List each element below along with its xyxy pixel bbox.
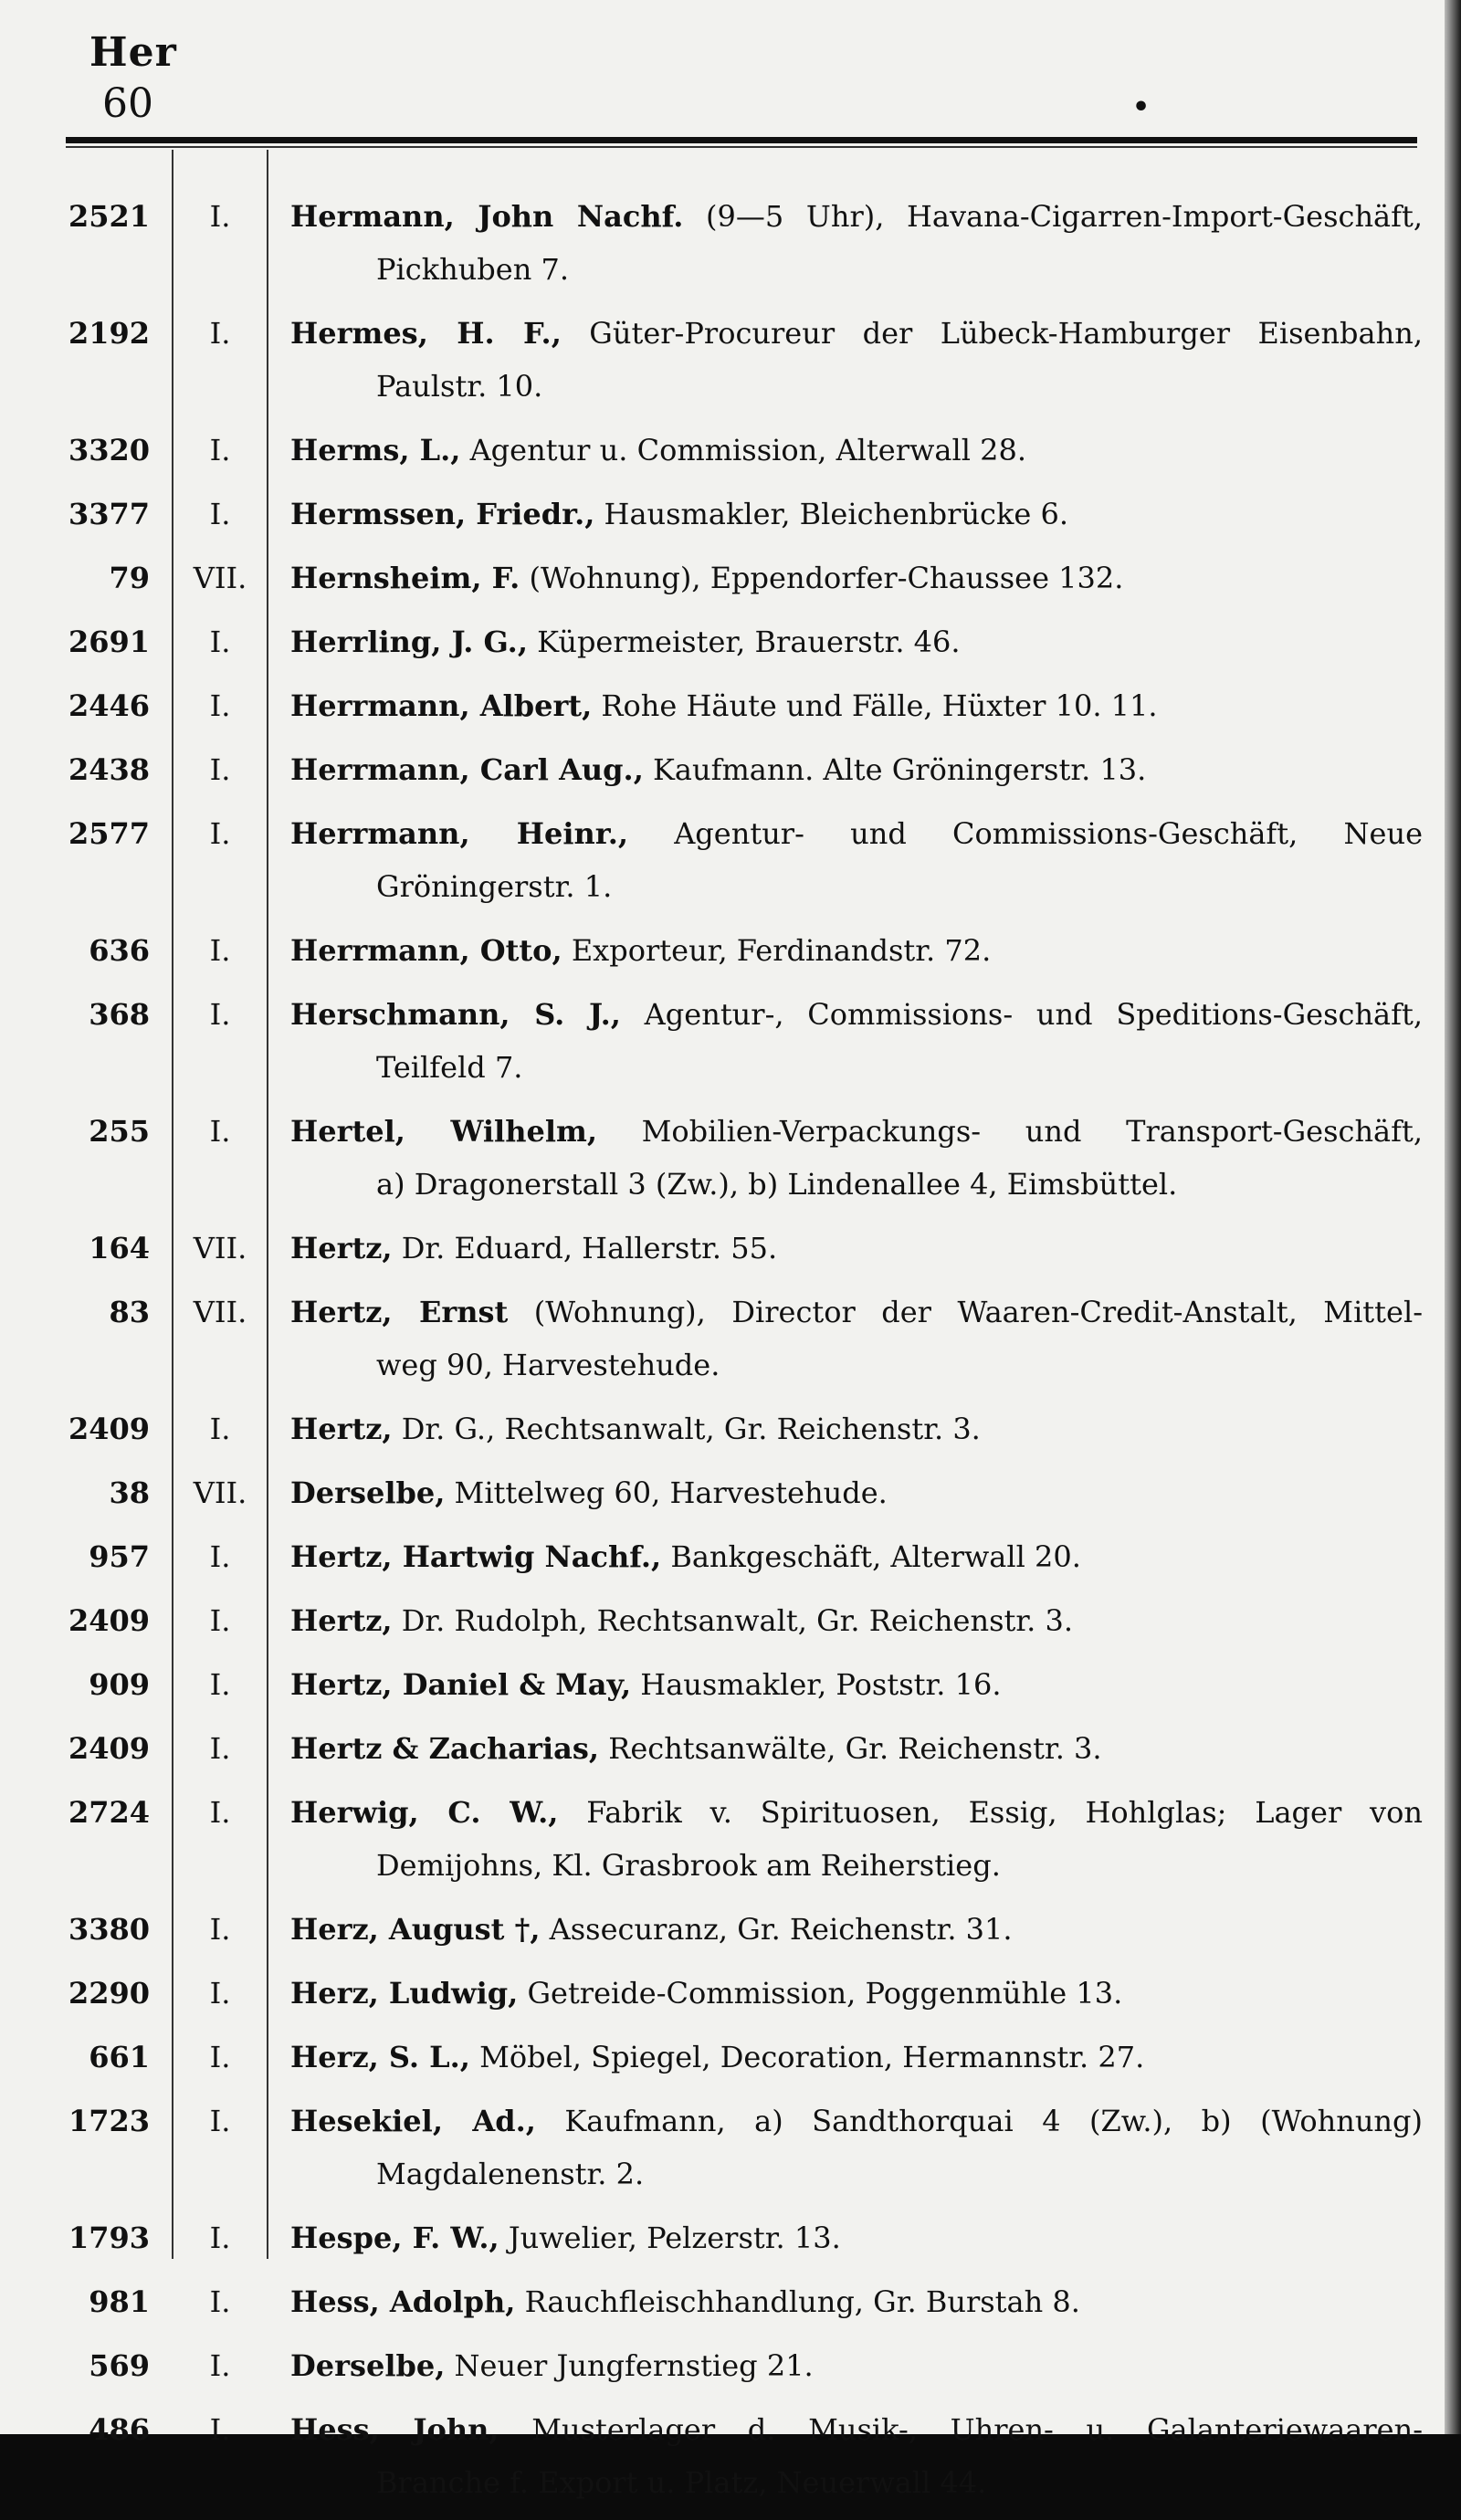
entry-number: 2438	[68, 752, 150, 787]
entry-text	[290, 2031, 1423, 2084]
entry-continuation: Gröningerstr. 1.	[376, 869, 613, 904]
directory-entry	[0, 1786, 1445, 1892]
entry-first-line	[0, 1722, 1445, 1775]
entry-number: 2409	[68, 1603, 150, 1638]
entry-name: Hertz,	[290, 1603, 393, 1638]
entry-first-line	[0, 1105, 1445, 1158]
directory-entry	[0, 807, 1445, 913]
entry-number: 1793	[68, 2221, 150, 2255]
entry-name: Herrmann, Heinr.,	[290, 816, 628, 851]
entry-text	[290, 1722, 1423, 1775]
entry-text	[290, 1967, 1423, 2020]
entry-details: Getreide-Commission, Poggenmühle 13.	[518, 1976, 1123, 2011]
entry-name: Herschmann, S. J.,	[290, 997, 621, 1032]
entry-name: Hertz, Hartwig Nachf.,	[290, 1539, 662, 1574]
entry-text	[290, 988, 1423, 1041]
entry-details: Kaufmann. Alte Gröningerstr. 13.	[643, 752, 1147, 787]
entry-name: Herms, L.,	[290, 433, 461, 467]
entry-continuation-line	[0, 360, 1445, 413]
entry-text	[290, 743, 1423, 796]
entry-number: 1723	[68, 2104, 150, 2138]
directory-entry	[0, 2095, 1445, 2200]
entry-continuation: Magdalenenstr. 2.	[376, 2157, 645, 2191]
entry-first-line	[0, 2031, 1445, 2084]
entry-number: 2290	[68, 1976, 150, 2011]
directory-entry	[0, 1286, 1445, 1391]
entry-number: 569	[89, 2348, 150, 2383]
entry-continuation: weg 90, Harvestehude.	[376, 1348, 720, 1382]
entry-district: VII.	[193, 1475, 247, 1510]
directory-entry	[0, 488, 1445, 541]
entry-text	[290, 488, 1423, 541]
entry-district: I.	[209, 933, 231, 968]
directory-entry	[0, 1222, 1445, 1275]
entry-district: I.	[209, 1603, 231, 1638]
entry-name: Herz, S. L.,	[290, 2040, 470, 2074]
entry-text	[290, 2095, 1423, 2147]
entry-first-line	[0, 1967, 1445, 2020]
directory-entry	[0, 1594, 1445, 1647]
entry-first-line	[0, 615, 1445, 668]
entry-name: Hernsheim, F.	[290, 561, 520, 595]
entry-first-line	[0, 2339, 1445, 2392]
entry-number: 981	[89, 2284, 150, 2319]
entry-text	[290, 190, 1423, 243]
entry-number: 486	[89, 2412, 150, 2447]
entry-number: 255	[89, 1114, 150, 1149]
entry-number: 3380	[68, 1912, 150, 1947]
entry-name: Hertz, Daniel & May,	[290, 1667, 632, 1702]
directory-entry	[0, 1105, 1445, 1211]
entry-district: I.	[209, 316, 231, 351]
entry-text	[290, 1530, 1423, 1583]
entry-first-line	[0, 924, 1445, 977]
entry-first-line	[0, 1530, 1445, 1583]
entry-text	[290, 1594, 1423, 1647]
entry-first-line	[0, 988, 1445, 1041]
entry-name: Hespe, F. W.,	[290, 2221, 499, 2255]
entry-details: Möbel, Spiegel, Decoration, Hermannstr. 27.	[469, 2040, 1145, 2074]
running-head-abbreviation: Her	[89, 29, 177, 76]
entry-details: Fabrik v. Spirituosen, Essig, Hohlglas; Lager von	[558, 1795, 1424, 1830]
entry-text	[290, 1286, 1423, 1339]
entry-name: Hess, Adolph,	[290, 2284, 516, 2319]
entry-number: 909	[89, 1667, 150, 1702]
entry-details: Rechtsanwälte, Gr. Reichenstr. 3.	[599, 1731, 1102, 1766]
entry-district: I.	[209, 2284, 231, 2319]
page-edge-shadow	[1445, 0, 1461, 2434]
entry-number: 2724	[68, 1795, 150, 1830]
directory-entry	[0, 1722, 1445, 1775]
entry-first-line	[0, 807, 1445, 860]
entry-district: I.	[209, 1667, 231, 1702]
directory-entry	[0, 1530, 1445, 1583]
entry-number: 2409	[68, 1731, 150, 1766]
entry-number: 38	[109, 1475, 150, 1510]
entry-continuation-line	[0, 243, 1445, 296]
entry-name: Hermssen, Friedr.,	[290, 497, 595, 531]
directory-entry	[0, 2211, 1445, 2264]
entry-name: Hertz, Ernst	[290, 1295, 509, 1329]
entry-number: 2521	[68, 199, 150, 234]
entry-details: Assecuranz, Gr. Reichenstr. 31.	[540, 1912, 1013, 1947]
entry-text	[290, 1466, 1423, 1519]
entry-text	[290, 679, 1423, 732]
entry-district: VII.	[193, 1231, 247, 1265]
entry-first-line	[0, 1466, 1445, 1519]
directory-entry	[0, 615, 1445, 668]
entry-text	[290, 2339, 1423, 2392]
entry-name: Herwig, C. W.,	[290, 1795, 559, 1830]
entry-name: Herrmann, Otto,	[290, 933, 562, 968]
entry-details: Rauchfleischhandlung, Gr. Burstah 8.	[515, 2284, 1080, 2319]
entry-first-line	[0, 307, 1445, 360]
entry-details: Hausmakler, Poststr. 16.	[631, 1667, 1002, 1702]
entry-first-line	[0, 1786, 1445, 1839]
entry-continuation: Teilfeld 7.	[376, 1050, 523, 1085]
entry-continuation-line	[0, 860, 1445, 913]
entry-details: (Wohnung), Director der Waaren-Credit-Anstalt, Mittel-	[508, 1295, 1424, 1329]
directory-entry	[0, 1967, 1445, 2020]
entry-text	[290, 1105, 1423, 1158]
entry-first-line	[0, 2275, 1445, 2328]
entry-number: 2577	[68, 816, 150, 851]
entry-first-line	[0, 2095, 1445, 2147]
entry-text	[290, 551, 1423, 604]
entry-district: I.	[209, 497, 231, 531]
directory-entry	[0, 743, 1445, 796]
entry-number: 368	[89, 997, 150, 1032]
directory-listing	[0, 190, 1445, 2520]
entry-number: 2409	[68, 1412, 150, 1446]
entry-first-line	[0, 1594, 1445, 1647]
entry-text	[290, 307, 1423, 360]
entry-number: 83	[109, 1295, 150, 1329]
entry-district: I.	[209, 997, 231, 1032]
entry-text	[290, 615, 1423, 668]
entry-text	[290, 1402, 1423, 1455]
entry-name: Hermann, John Nachf.	[290, 199, 684, 234]
entry-name: Herrmann, Carl Aug.,	[290, 752, 644, 787]
entry-details: Exporteur, Ferdinandstr. 72.	[562, 933, 992, 968]
entry-number: 164	[89, 1231, 150, 1265]
entry-name: Herrmann, Albert,	[290, 688, 593, 723]
entry-number: 79	[109, 561, 150, 595]
entry-name: Hermes, H. F.,	[290, 316, 562, 351]
entry-district: I.	[209, 199, 231, 234]
entry-number: 2192	[68, 316, 150, 351]
entry-text	[290, 2211, 1423, 2264]
entry-number: 3320	[68, 433, 150, 467]
entry-first-line	[0, 1903, 1445, 1956]
entry-details: Agentur u. Commission, Alterwall 28.	[460, 433, 1026, 467]
entry-details: Juwelier, Pelzerstr. 13.	[499, 2221, 841, 2255]
header-rule-thin	[66, 146, 1417, 148]
entry-district: I.	[209, 433, 231, 467]
entry-details: Agentur-, Commissions- und Speditions-Geschäft,	[620, 997, 1423, 1032]
entry-district: I.	[209, 1976, 231, 2011]
entry-continuation-line	[0, 1041, 1445, 1094]
entry-continuation: Branche f. Export u. Platz, Neuerwall 44.	[376, 2465, 987, 2500]
entry-first-line	[0, 2211, 1445, 2264]
entry-text	[290, 424, 1423, 477]
header-rule	[66, 137, 1417, 143]
directory-entry	[0, 2031, 1445, 2084]
entry-number: 2446	[68, 688, 150, 723]
entry-district: I.	[209, 1731, 231, 1766]
entry-number: 2691	[68, 625, 150, 659]
entry-details: Musterlager d. Musik-, Uhren- u. Galanteriewaaren-	[499, 2412, 1424, 2447]
entry-name: Hertz,	[290, 1412, 393, 1446]
entry-continuation: Paulstr. 10.	[376, 369, 543, 404]
entry-first-line	[0, 1402, 1445, 1455]
entry-number: 957	[89, 1539, 150, 1574]
entry-text	[290, 1786, 1423, 1839]
entry-first-line	[0, 743, 1445, 796]
entry-district: I.	[209, 2348, 231, 2383]
entry-first-line	[0, 2403, 1445, 2456]
entry-first-line	[0, 1286, 1445, 1339]
entry-district: I.	[209, 2412, 231, 2447]
entry-name: Herz, Ludwig,	[290, 1976, 519, 2011]
entry-district: VII.	[193, 561, 247, 595]
entry-details: Dr. Rudolph, Rechtsanwalt, Gr. Reichenstr. 3.	[392, 1603, 1074, 1638]
directory-entry	[0, 2275, 1445, 2328]
directory-entry	[0, 988, 1445, 1094]
entry-district: I.	[209, 2104, 231, 2138]
entry-district: I.	[209, 1795, 231, 1830]
entry-district: I.	[209, 1412, 231, 1446]
entry-continuation-line	[0, 1158, 1445, 1211]
entry-name: Derselbe,	[290, 1475, 446, 1510]
entry-details: Kaufmann, a) Sandthorquai 4 (Zw.), b) (Wohnung)	[535, 2104, 1424, 2138]
directory-entry	[0, 924, 1445, 977]
entry-details: Hausmakler, Bleichenbrücke 6.	[594, 497, 1068, 531]
entry-name: Hertz & Zacharias,	[290, 1731, 600, 1766]
entry-details: Rohe Häute und Fälle, Hüxter 10. 11.	[592, 688, 1158, 723]
entry-name: Derselbe,	[290, 2348, 446, 2383]
directory-entry	[0, 551, 1445, 604]
entry-details: (9—5 Uhr), Havana-Cigarren-Import-Geschäft,	[683, 199, 1424, 234]
entry-name: Hertz,	[290, 1231, 393, 1265]
entry-first-line	[0, 190, 1445, 243]
entry-first-line	[0, 488, 1445, 541]
entry-details: Mittelweg 60, Harvestehude.	[445, 1475, 888, 1510]
entry-text	[290, 2403, 1423, 2456]
entry-details: Dr. G., Rechtsanwalt, Gr. Reichenstr. 3.	[392, 1412, 981, 1446]
entry-continuation-line	[0, 2147, 1445, 2200]
entry-text	[290, 1658, 1423, 1711]
entry-first-line	[0, 1658, 1445, 1711]
entry-details: Agentur- und Commissions-Geschäft, Neue	[627, 816, 1424, 851]
directory-entry	[0, 1466, 1445, 1519]
entry-first-line	[0, 551, 1445, 604]
directory-entry	[0, 2403, 1445, 2509]
entry-district: I.	[209, 688, 231, 723]
directory-entry	[0, 1903, 1445, 1956]
entry-continuation: a) Dragonerstall 3 (Zw.), b) Lindenallee 4, Eimsbüttel.	[376, 1167, 1178, 1202]
entry-name: Herz, August †,	[290, 1912, 541, 1947]
entry-continuation-line	[0, 2456, 1445, 2509]
directory-entry	[0, 424, 1445, 477]
entry-district: I.	[209, 1912, 231, 1947]
header-dot: •	[1132, 91, 1151, 123]
entry-district: I.	[209, 816, 231, 851]
page-number: 60	[102, 80, 153, 127]
directory-entry	[0, 2339, 1445, 2392]
entry-name: Hesekiel, Ad.,	[290, 2104, 536, 2138]
entry-text	[290, 924, 1423, 977]
entry-district: I.	[209, 1539, 231, 1574]
entry-name: Hertel, Wilhelm,	[290, 1114, 597, 1149]
entry-details: Mobilien-Verpackungs- und Transport-Geschäft,	[596, 1114, 1423, 1149]
entry-details: Dr. Eduard, Hallerstr. 55.	[392, 1231, 778, 1265]
directory-entry	[0, 1402, 1445, 1455]
directory-entry	[0, 190, 1445, 296]
entry-text	[290, 2275, 1423, 2328]
entry-number: 636	[89, 933, 150, 968]
entry-details: Küpermeister, Brauerstr. 46.	[527, 625, 961, 659]
entry-name: Herrling, J. G.,	[290, 625, 528, 659]
entry-text	[290, 807, 1423, 860]
entry-district: VII.	[193, 1295, 247, 1329]
entry-details: Neuer Jungfernstieg 21.	[445, 2348, 814, 2383]
entry-text	[290, 1222, 1423, 1275]
entry-first-line	[0, 424, 1445, 477]
entry-continuation-line	[0, 1839, 1445, 1892]
entry-district: I.	[209, 1114, 231, 1149]
entry-continuation: Pickhuben 7.	[376, 252, 570, 287]
entry-continuation: Demijohns, Kl. Grasbrook am Reiherstieg.	[376, 1848, 1001, 1883]
entry-name: Hess, John,	[290, 2412, 499, 2447]
entry-district: I.	[209, 752, 231, 787]
directory-entry	[0, 307, 1445, 413]
directory-entry	[0, 679, 1445, 732]
directory-entry	[0, 1658, 1445, 1711]
entry-first-line	[0, 679, 1445, 732]
entry-number: 661	[89, 2040, 150, 2074]
entry-district: I.	[209, 2221, 231, 2255]
entry-number: 3377	[68, 497, 150, 531]
entry-continuation-line	[0, 1339, 1445, 1391]
entry-details: Bankgeschäft, Alterwall 20.	[661, 1539, 1081, 1574]
entry-details: Güter-Procureur der Lübeck-Hamburger Eisenbahn,	[561, 316, 1423, 351]
entry-details: (Wohnung), Eppendorfer-Chaussee 132.	[520, 561, 1124, 595]
entry-district: I.	[209, 625, 231, 659]
entry-first-line	[0, 1222, 1445, 1275]
entry-text	[290, 1903, 1423, 1956]
entry-district: I.	[209, 2040, 231, 2074]
